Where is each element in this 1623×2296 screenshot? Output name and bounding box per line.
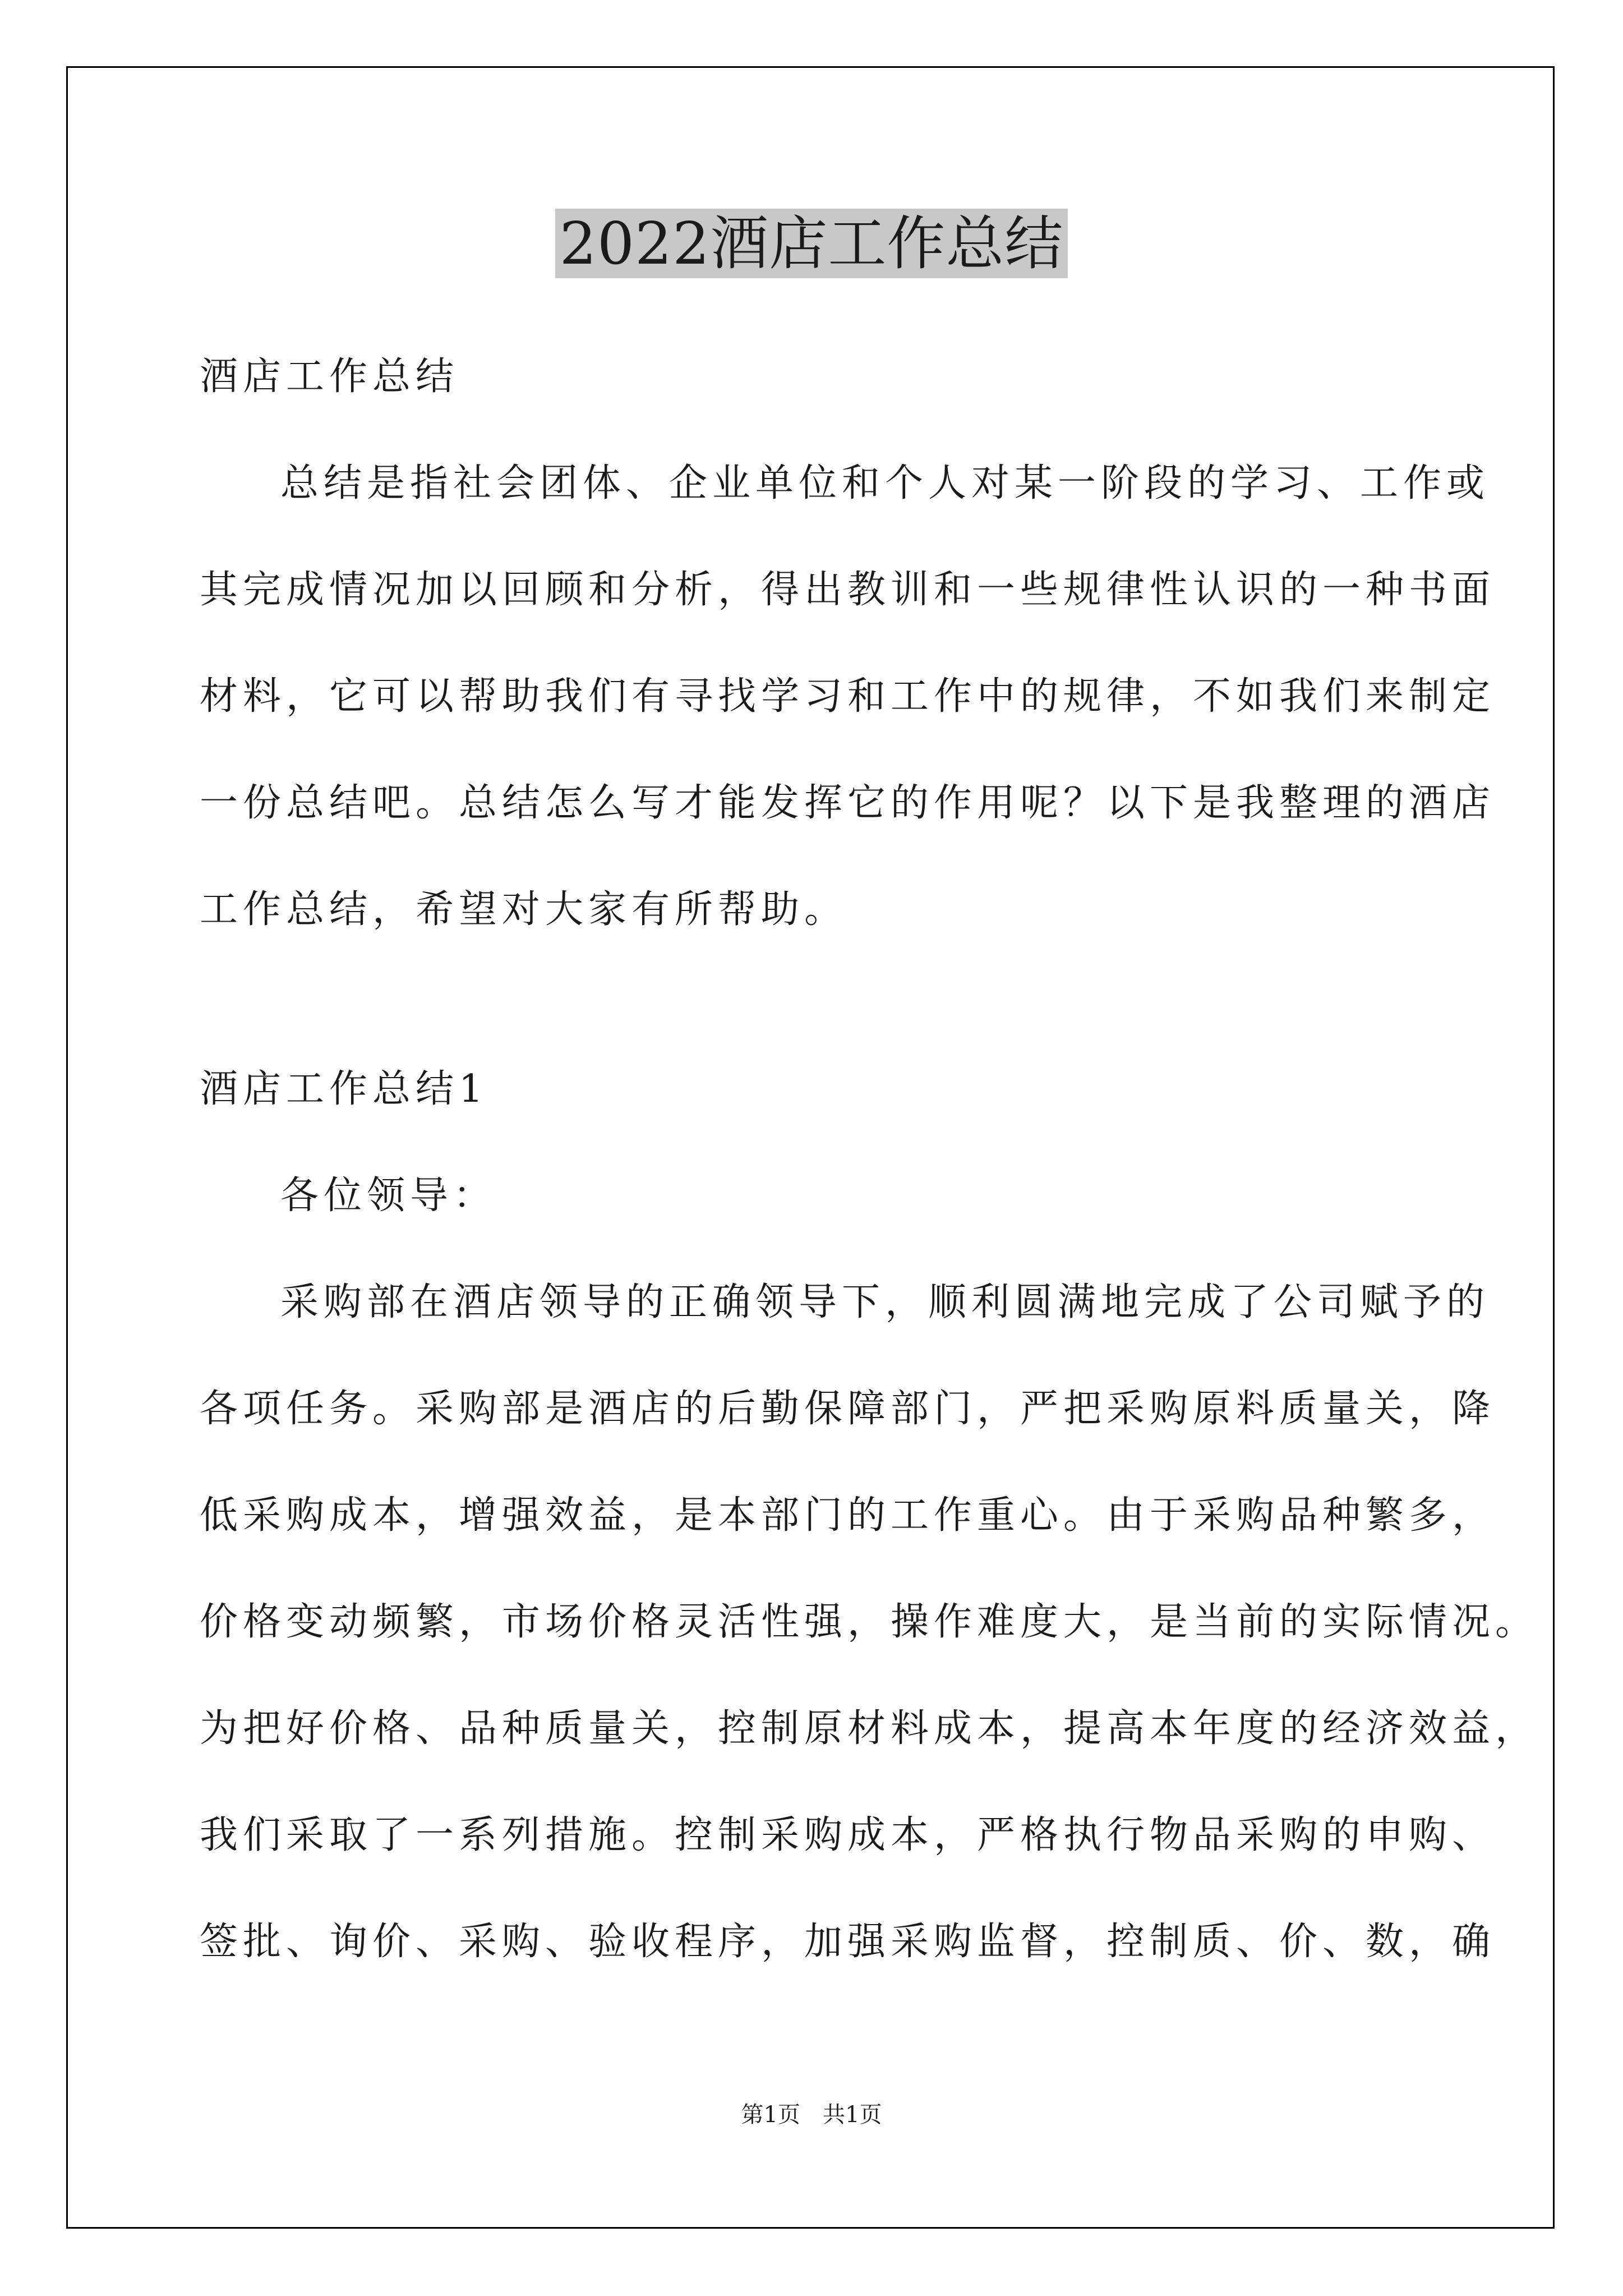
page-footer: 第1页 共1页 [741, 2102, 882, 2128]
body-paragraph-line: 低采购成本，增强效益，是本部门的工作重心。由于采购品种繁多， [200, 1493, 1496, 1538]
body-paragraph-line: 为把好价格、品种质量关，控制原材料成本，提高本年度的经济效益， [200, 1706, 1539, 1751]
title-container [0, 209, 1623, 278]
intro-paragraph-line: 工作总结，希望对大家有所帮助。 [200, 887, 848, 932]
body-paragraph-line: 采购部在酒店领导的正确领导下，顺利圆满地完成了公司赋予的 [280, 1280, 1490, 1324]
section-heading: 酒店工作总结1 [200, 1067, 488, 1111]
section-heading: 酒店工作总结 [200, 355, 459, 399]
intro-paragraph-line: 材料，它可以帮助我们有寻找学习和工作中的规律，不如我们来制定 [200, 674, 1496, 719]
body-paragraph-line: 我们采取了一系列措施。控制采购成本，严格执行物品采购的申购、 [200, 1813, 1496, 1857]
salutation: 各位领导： [280, 1174, 497, 1218]
document-title: 2022酒店工作总结 [555, 209, 1068, 278]
intro-paragraph-line: 总结是指社会团体、企业单位和个人对某一阶段的学习、工作或 [280, 461, 1490, 505]
intro-paragraph-line: 其完成情况加以回顾和分析，得出教训和一些规律性认识的一种书面 [200, 568, 1496, 612]
body-paragraph-line: 价格变动频繁，市场价格灵活性强，操作难度大，是当前的实际情况。 [200, 1600, 1539, 1644]
body-paragraph-line: 各项任务。采购部是酒店的后勤保障部门，严把采购原料质量关，降 [200, 1387, 1496, 1431]
intro-paragraph-line: 一份总结吧。总结怎么写才能发挥它的作用呢？以下是我整理的酒店 [200, 781, 1496, 825]
body-paragraph-line: 签批、询价、采购、验收程序，加强采购监督，控制质、价、数，确 [200, 1920, 1496, 1964]
